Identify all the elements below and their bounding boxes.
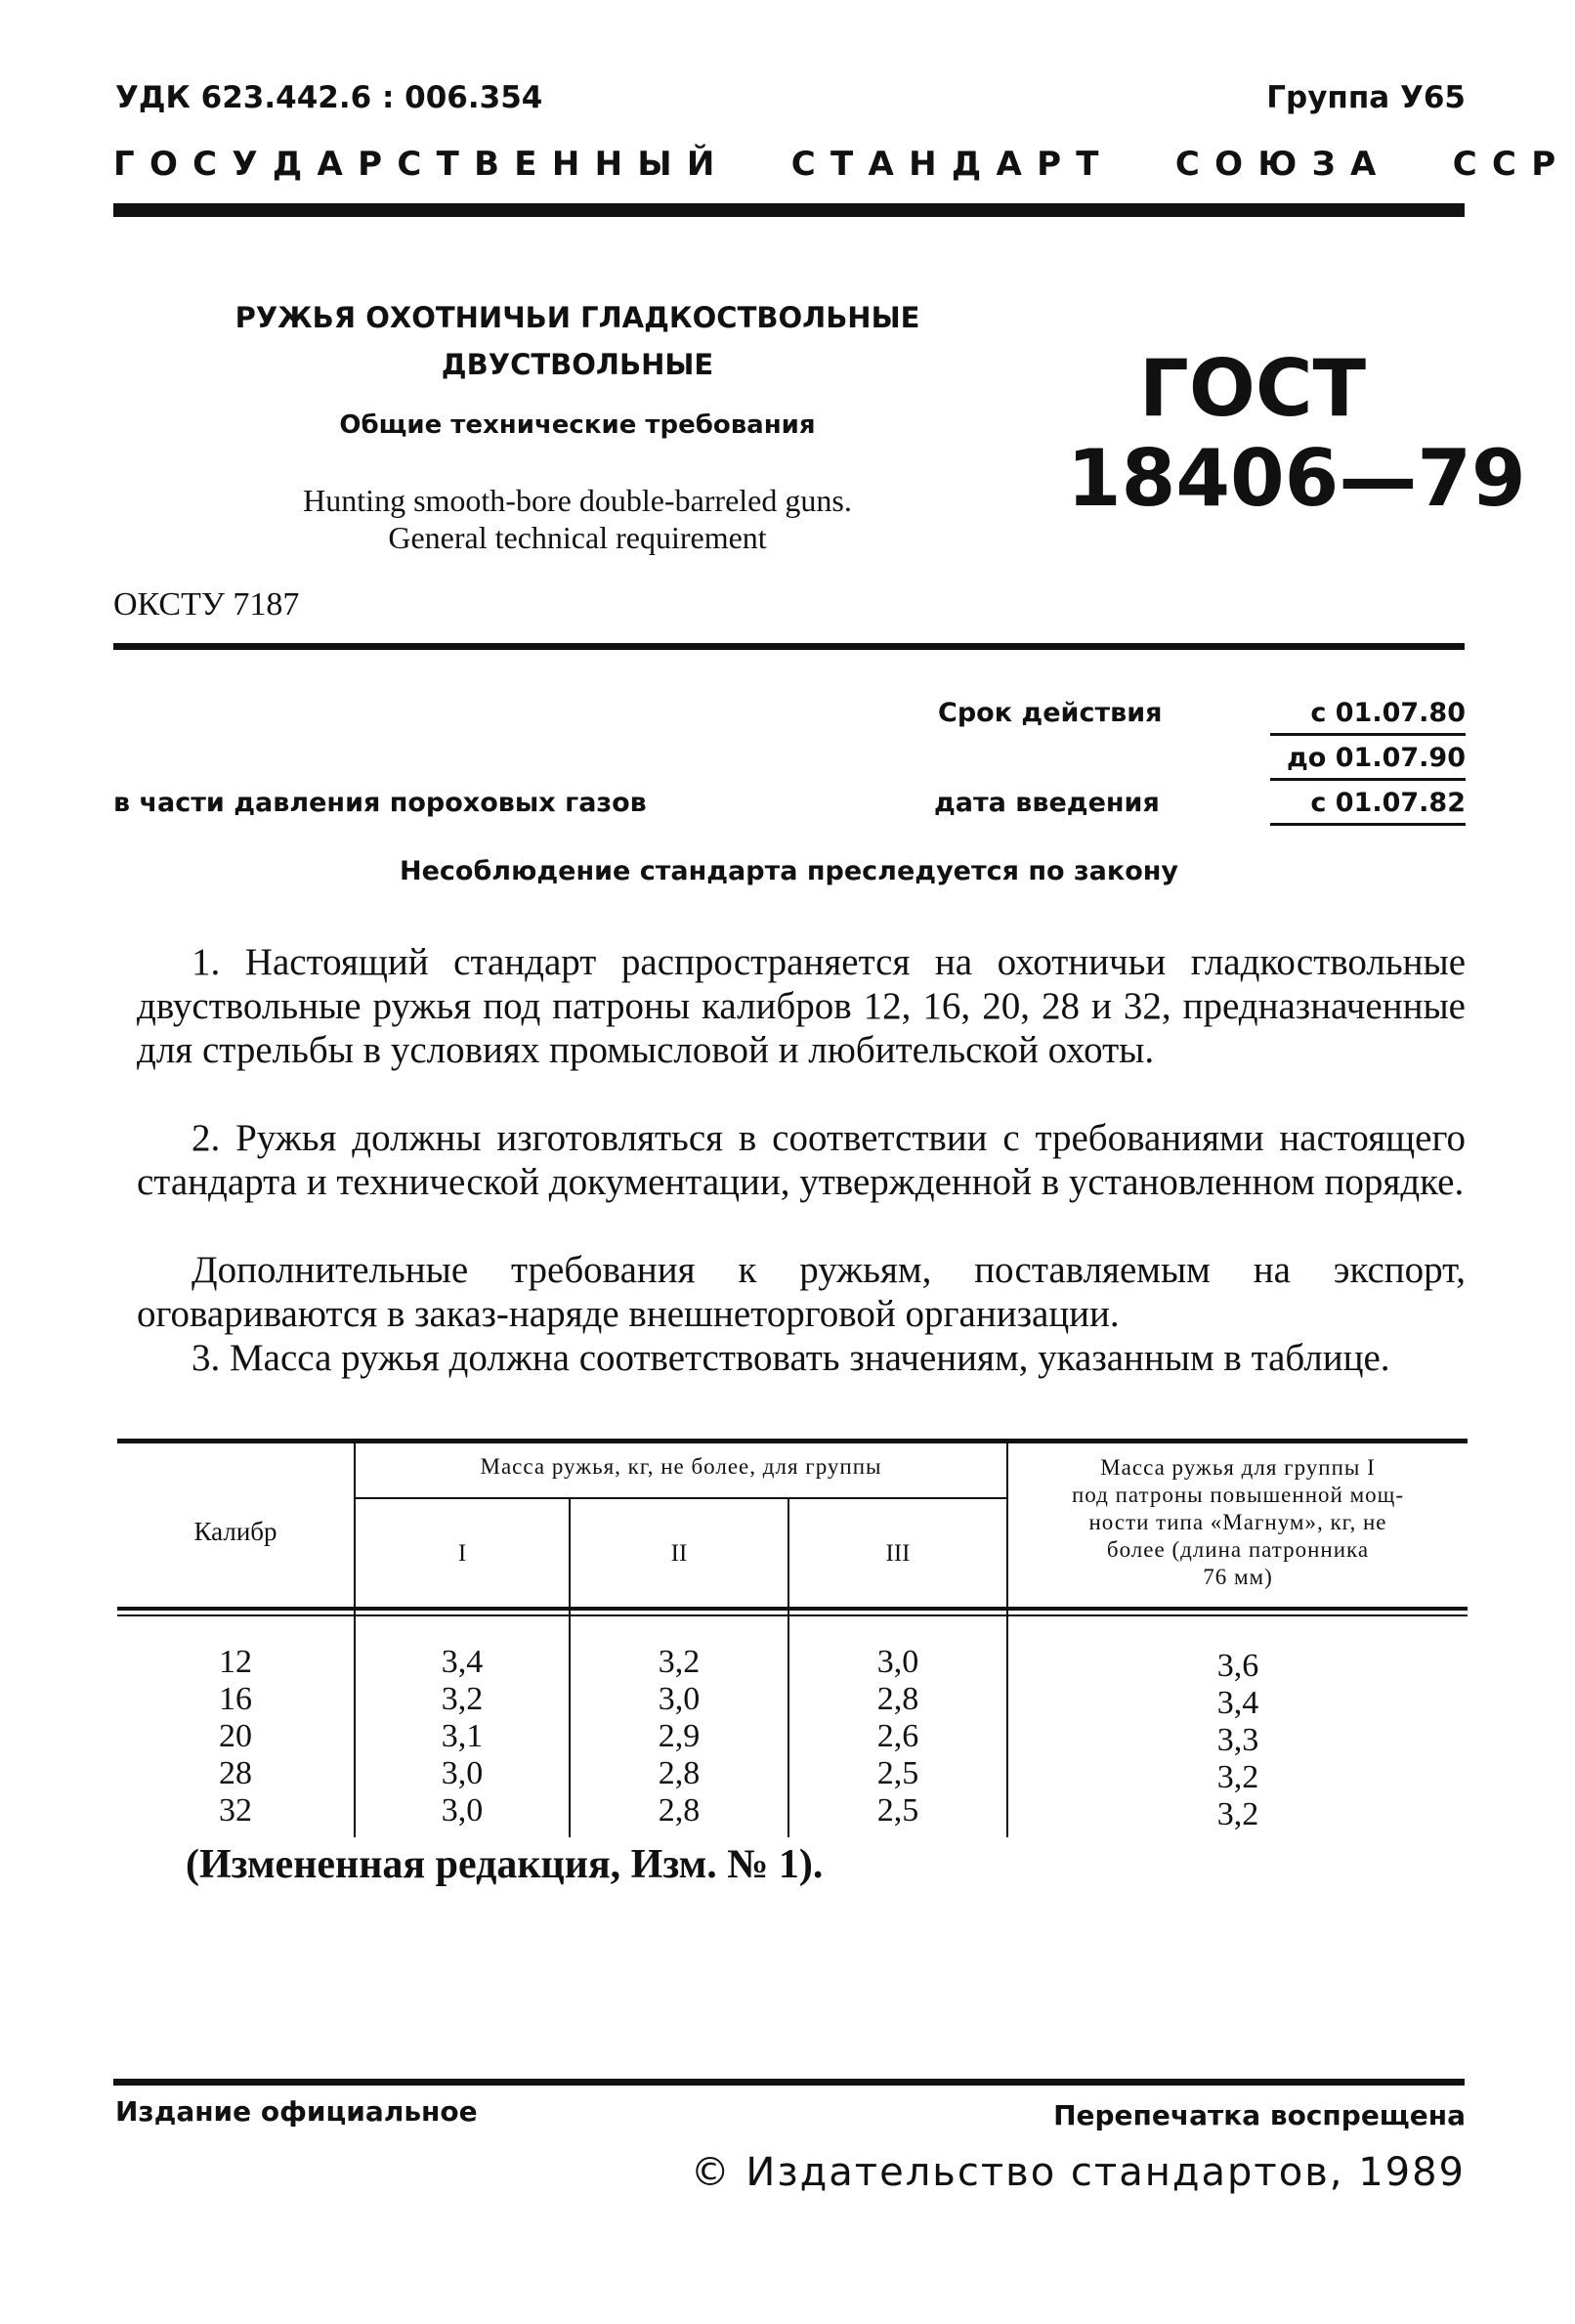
- magnum-header-line: ности типа «Магнум», кг, не: [1088, 1510, 1387, 1534]
- group-code: Группа У65: [1266, 80, 1466, 115]
- magnum-header-line: более (длина патронника: [1106, 1537, 1370, 1562]
- part-label: в части давления пороховых газов: [113, 788, 647, 818]
- validity-from: с 01.07.80: [1310, 698, 1466, 728]
- paragraph-4: 3. Масса ружья должна соответствовать значениям, указанным в таблице.: [192, 1337, 1390, 1379]
- footer-rule: [113, 2079, 1465, 2086]
- title-line-1: РУЖЬЯ ОХОТНИЧЬИ ГЛАДКОСТВОЛЬНЫЕ: [234, 301, 920, 334]
- magnum-header-line: под патроны повышенной мощ-: [1071, 1483, 1404, 1507]
- validity-to: до 01.07.90: [1287, 743, 1466, 773]
- law-notice: Несоблюдение стандарта преследуется по закону: [399, 856, 1179, 886]
- english-title-line-1: Hunting smooth-bore double-barreled guns.: [303, 483, 852, 518]
- validity-underline: [1270, 733, 1466, 736]
- table-header-rule: [117, 1614, 1468, 1616]
- validity-underline: [1270, 778, 1466, 781]
- group-3-header: III: [885, 1540, 911, 1567]
- group-2-header: II: [670, 1540, 688, 1567]
- gost-label: ГОСТ: [1138, 343, 1367, 434]
- intro-date: с 01.07.82: [1310, 788, 1466, 818]
- magnum-header: [1008, 1454, 1468, 1591]
- gost-code: 18406—79: [1067, 433, 1526, 524]
- validity-label: Срок действия: [938, 698, 1163, 728]
- group-header: Масса ружья, кг, не более, для группы: [480, 1454, 882, 1479]
- state-standard-heading: ГОСУДАРСТВЕННЫЙ СТАНДАРТ СОЮЗА ССР: [113, 145, 1571, 184]
- group-2-column: 3,2 3,0 2,9 2,8 2,8: [658, 1644, 701, 1829]
- magnum-header-line: 76 мм): [1203, 1565, 1273, 1589]
- paragraph-2: 2. Ружья должны изготовляться в соответствии с требованиями настоящего стандарта и технической документации, утвержденной в установленном порядке.: [137, 1117, 1466, 1203]
- caliber-column: 12 16 20 28 32: [219, 1644, 252, 1829]
- caliber-header: Калибр: [193, 1517, 277, 1546]
- top-rule: [113, 203, 1465, 217]
- changed-edition-note: (Измененная редакция, Изм. № 1).: [186, 1842, 824, 1887]
- middle-rule: [113, 643, 1465, 650]
- title-line-2: ДВУСТВОЛЬНЫЕ: [441, 348, 714, 381]
- table-group-rule: [354, 1497, 1006, 1499]
- magnum-header-line: Масса ружья для группы I: [1100, 1455, 1376, 1480]
- publisher-copyright: © Издательство стандартов, 1989: [690, 2150, 1466, 2195]
- intro-date-label: дата введения: [934, 788, 1160, 818]
- table-top-rule: [117, 1439, 1468, 1443]
- magnum-column: 3,6 3,4 3,3 3,2 3,2: [1216, 1648, 1259, 1832]
- gost-number: [1067, 343, 1526, 524]
- group-3-column: 3,0 2,8 2,6 2,5 2,5: [876, 1644, 919, 1829]
- paragraph-1: 1. Настоящий стандарт распространяется на охотничьи гладкоствольные двуствольные ружья под патроны калибров 12, 16, 20, 28 и 32, предназначенные для стрельбы в условиях промысловой и любительской охоты.: [137, 941, 1466, 1071]
- english-title-line-2: General technical requirement: [388, 520, 767, 555]
- paragraph-3: Дополнительные требования к ружьям, поставляемым на экспорт, оговариваются в заказ-наряде внешнеторговой организации.: [137, 1249, 1466, 1335]
- official-edition-label: Издание официальное: [115, 2095, 478, 2128]
- subtitle: Общие технические требования: [339, 410, 816, 440]
- mass-table: [117, 1439, 1468, 1839]
- table-header-rule: [117, 1607, 1468, 1611]
- group-1-column: 3,4 3,2 3,1 3,0 3,0: [441, 1644, 484, 1829]
- okstu-code: ОКСТУ 7187: [113, 586, 300, 623]
- group-1-header: I: [457, 1540, 467, 1567]
- reprint-notice: Перепечатка воспрещена: [1053, 2099, 1466, 2131]
- validity-underline: [1270, 823, 1466, 826]
- udk-code: УДК 623.442.6 : 006.354: [115, 80, 543, 115]
